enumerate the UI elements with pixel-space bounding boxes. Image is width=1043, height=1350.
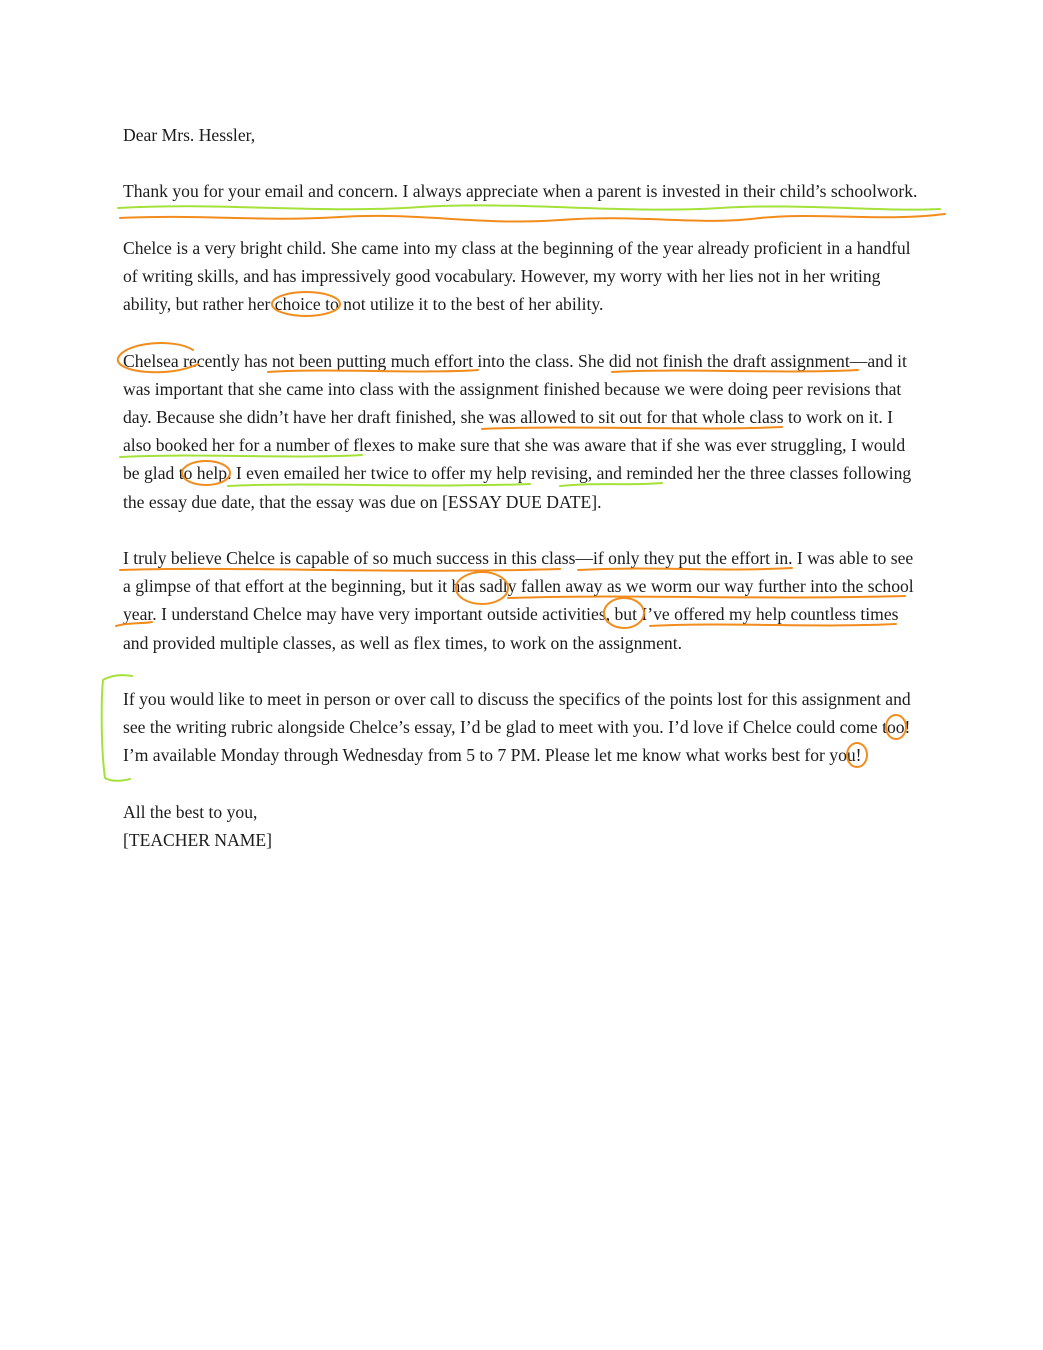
letter-body: [123, 121, 923, 854]
paragraph-capable: I truly believe Chelce is capable of so much success in this class—if only they put the effort in. I was able to see a glimpse of that effort at the beginning, but it has sadly fallen away as we worm our way further into the school year. I understand Chelce may have very important outside activities, but I’ve offered my help countless times and provided multiple classes, as well as flex times, to work on the assignment.: [123, 547, 914, 653]
greeting: Dear Mrs. Hessler,: [123, 125, 256, 145]
signature: [TEACHER NAME]: [123, 829, 273, 850]
paragraph-meeting: If you would like to meet in person or over call to discuss the specifics of the points lost for this assignment and see the writing rubric alongside Chelce’s essay, I’d be glad to meet with you. I’d love if Chelce could come too! I’m available Monday through Wednesday from 5 to 7 PM. Please let me know what works best for you!: [123, 688, 911, 766]
closing-line: All the best to you,: [123, 801, 258, 822]
paragraph-ability: Chelce is a very bright child. She came into my class at the beginning of the year already proficient in a handful of writing skills, and has impressively good vocabulary. However, my worry with her lies not in her writing ability, but rather her choice to not utilize it to the best of her ability.: [123, 237, 911, 315]
paragraph-thanks: Thank you for your email and concern. I always appreciate when a parent is invested in their child’s schoolwork.: [123, 181, 918, 202]
paragraph-effort: Chelsea recently has not been putting much effort into the class. She did not finish the draft assignment—and it was important that she came into class with the assignment finished because we were doing peer revisions that day. Because she didn’t have her draft finished, she was allowed to sit out for that whole class to work on it. I also booked her for a number of flexes to make sure that she was aware that if she was ever struggling, I would be glad to help. I even emailed her twice to offer my help revising, and reminded her the three classes following the essay due date, that the essay was due on [ESSAY DUE DATE].: [123, 350, 912, 512]
